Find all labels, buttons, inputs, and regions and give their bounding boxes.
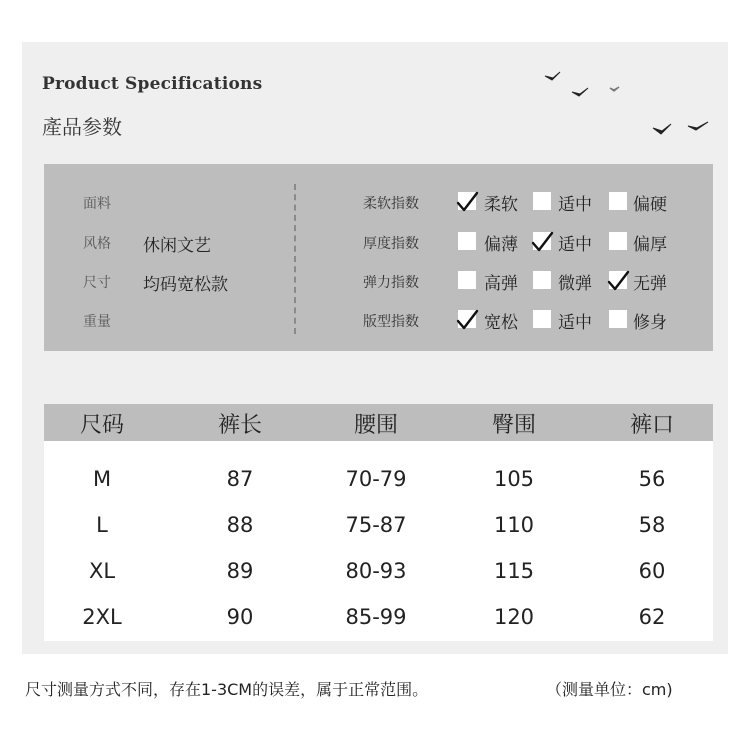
table-cell: 105 (493, 467, 535, 491)
spec-divider (294, 184, 296, 334)
table-cell: 2XL (82, 605, 122, 629)
table-cell: 87 (226, 467, 254, 491)
table-header-cell: 裤长 (217, 413, 262, 438)
option-label: 适中 (558, 235, 592, 255)
checkmark-icon (606, 269, 630, 293)
table-header-cell: 裤口 (629, 413, 674, 438)
table-cell: L (96, 513, 108, 537)
table-cell: 60 (638, 559, 666, 583)
measurement-note: 尺寸测量方式不同，存在1-3CM的误差，属于正常范围。 (25, 680, 429, 699)
option-label: 微弹 (558, 274, 592, 294)
option-box[interactable] (458, 271, 476, 289)
option-label: 宽松 (484, 313, 518, 333)
spec-label-style: 风格 (83, 236, 111, 252)
option-label: 适中 (558, 195, 592, 215)
option-box[interactable] (609, 232, 627, 250)
title-english: Product Specifications (42, 74, 263, 94)
option-label: 无弹 (633, 274, 667, 294)
option-box[interactable] (533, 310, 551, 328)
spec-label-fabric: 面料 (83, 196, 111, 212)
index-label-elasticity: 弹力指数 (363, 275, 419, 291)
option-box[interactable] (609, 192, 627, 210)
table-cell: XL (88, 559, 116, 583)
option-label: 修身 (633, 313, 667, 333)
spec-label-size: 尺寸 (83, 275, 111, 291)
option-box[interactable] (609, 310, 627, 328)
table-cell: 75-87 (345, 513, 407, 537)
table-header-cell: 臀围 (491, 413, 536, 438)
index-label-softness: 柔软指数 (363, 196, 419, 212)
option-label: 高弹 (484, 274, 518, 294)
table-cell: 89 (226, 559, 254, 583)
option-label: 偏薄 (484, 235, 518, 255)
spec-value-style: 休闲文艺 (143, 236, 211, 256)
option-label: 偏硬 (633, 195, 667, 215)
option-label: 柔软 (484, 195, 518, 215)
table-cell: 80-93 (345, 559, 407, 583)
table-cell: 70-79 (345, 467, 407, 491)
table-cell: M (92, 467, 112, 491)
title-chinese: 產品参数 (42, 115, 122, 139)
checkmark-icon (455, 308, 479, 332)
spec-label-weight: 重量 (83, 314, 111, 330)
table-cell: 56 (638, 467, 666, 491)
option-label: 偏厚 (633, 235, 667, 255)
measurement-unit: （测量单位：cm) (546, 680, 673, 699)
checkmark-icon (455, 190, 479, 214)
table-header-cell: 腰围 (353, 413, 398, 438)
table-cell: 110 (493, 513, 535, 537)
table-cell: 120 (493, 605, 535, 629)
index-label-fit: 版型指数 (363, 314, 419, 330)
option-box[interactable] (533, 271, 551, 289)
table-cell: 62 (638, 605, 666, 629)
option-label: 适中 (558, 313, 592, 333)
checkmark-icon (530, 230, 554, 254)
table-cell: 90 (226, 605, 254, 629)
option-box[interactable] (458, 232, 476, 250)
table-cell: 58 (638, 513, 666, 537)
option-box[interactable] (533, 192, 551, 210)
birds-decoration (540, 66, 720, 146)
table-header-cell: 尺码 (79, 413, 124, 438)
index-label-thickness: 厚度指数 (363, 236, 419, 252)
table-cell: 88 (226, 513, 254, 537)
table-cell: 115 (493, 559, 535, 583)
spec-value-size: 均码宽松款 (143, 275, 228, 295)
table-cell: 85-99 (345, 605, 407, 629)
